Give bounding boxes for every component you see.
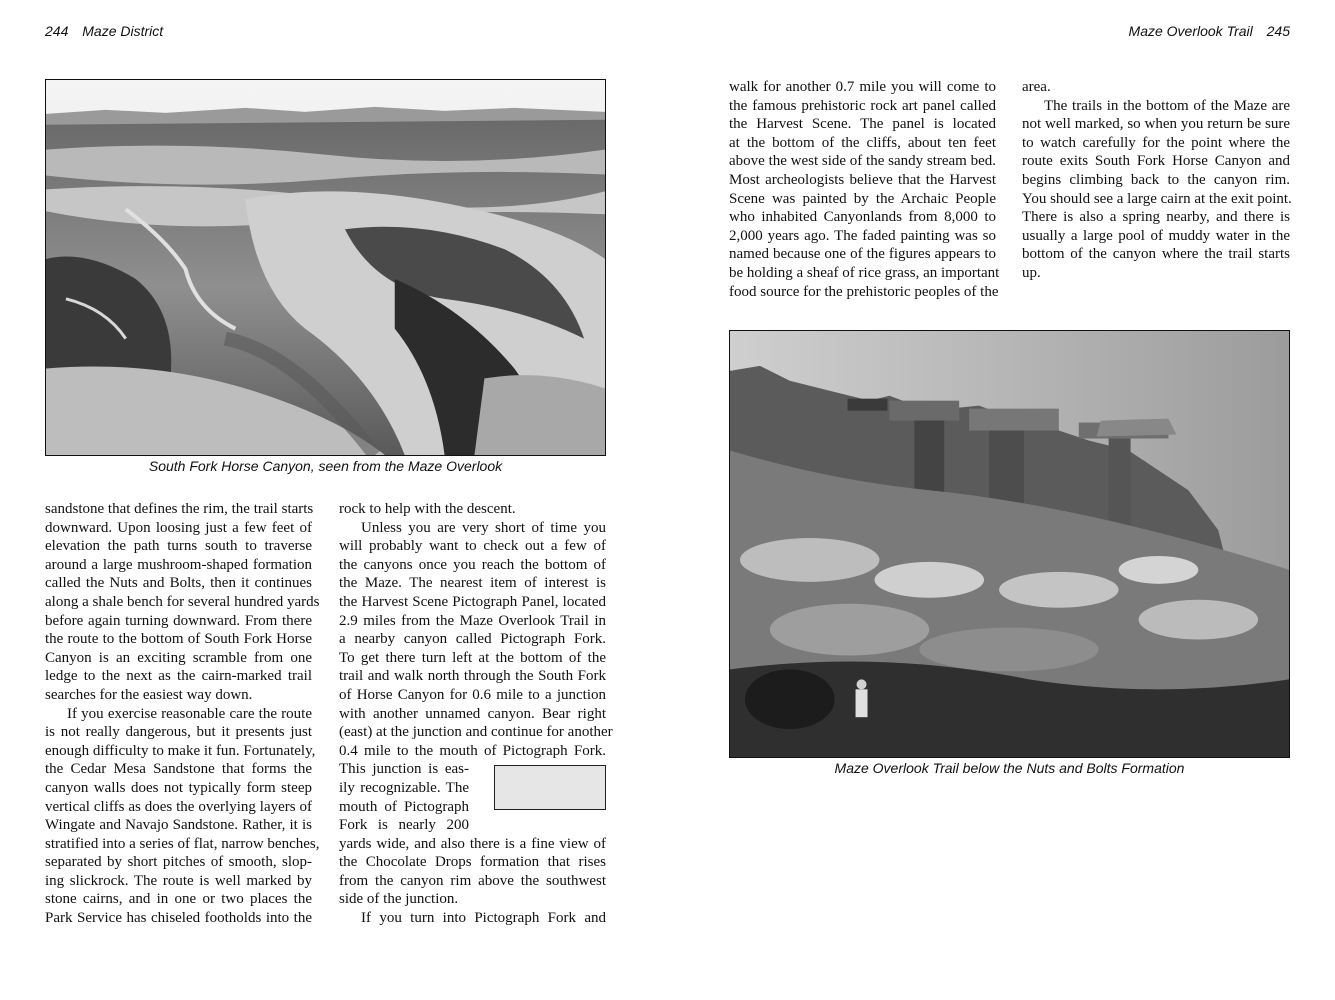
left-page-number: 244 <box>45 23 69 39</box>
text-line: not well marked, so when you return be sure <box>1022 116 1290 133</box>
text-line: bottom of the canyon where the trail starts <box>1022 246 1290 263</box>
text-line: separated by short pitches of smooth, slop- <box>45 854 312 871</box>
paragraph <box>339 519 613 761</box>
right-column-2 <box>1022 78 1290 283</box>
inset-box <box>494 765 606 810</box>
text-line: of Horse Canyon for 0.6 mile to a junction <box>339 686 606 703</box>
text-line: Park Service has chiseled footholds into the <box>45 910 312 927</box>
text-line: enough difficulty to make it fun. Fortunately, <box>45 742 316 759</box>
left-column-2 <box>339 500 613 928</box>
text-line: ing slickrock. The route is well marked by <box>45 872 312 889</box>
text-line: rock to help with the descent. <box>339 501 516 517</box>
paragraph <box>45 705 320 928</box>
text-line: around a large mushroom-shaped formation <box>45 556 312 573</box>
text-line: named because one of the figures appears to <box>729 246 996 263</box>
text-line: begins climbing back to the canyon rim. <box>1022 171 1290 188</box>
text-line: 2,000 years ago. The faded painting was so <box>729 227 996 244</box>
text-line: Fork is nearly 200 <box>339 817 469 834</box>
text-line: vertical cliffs as does the overlying layers of <box>45 798 312 815</box>
text-line: the Cedar Mesa Sandstone that forms the <box>45 761 312 778</box>
text-line: canyon walls does not typically form steep <box>45 779 312 796</box>
text-line: side of the junction. <box>339 891 459 908</box>
text-line: to watch carefully for the point where the <box>1022 134 1290 151</box>
text-line: stratified into a series of flat, narrow benches, <box>45 835 320 852</box>
paragraph <box>1022 97 1290 283</box>
text-line: the route to the bottom of South Fork Horse <box>45 631 312 648</box>
text-line: (east) at the junction and continue for another <box>339 724 613 741</box>
text-line: If you exercise reasonable care the route <box>67 705 312 722</box>
text-line: called the Nuts and Bolts, then it continues <box>45 575 312 592</box>
text-line: trail and walk north through the South Fork <box>339 668 606 685</box>
text-line: yards wide, and also there is a fine view of <box>339 835 606 852</box>
left-header-title: Maze District <box>82 23 164 39</box>
text-line: You should see a large cairn at the exit point. <box>1022 190 1292 207</box>
right-running-head <box>1129 23 1290 39</box>
text-line: stone cairns, and in one or two places the <box>45 891 312 908</box>
text-line: area. <box>1022 79 1051 95</box>
text-line: route exits South Fork Horse Canyon and <box>1022 153 1290 170</box>
text-line: from the canyon rim above the southwest <box>339 872 606 889</box>
text-line: the Harvest Scene Pictograph Panel, located <box>339 593 606 610</box>
text-line: mouth of Pictograph <box>339 798 469 815</box>
text-line: Most archeologists believe that the Harvest <box>729 171 996 188</box>
text-line: the canyons once you reach the bottom of <box>339 556 606 573</box>
text-line: who inhabited Canyonlands from 8,000 to <box>729 209 996 226</box>
text-line: Unless you are very short of time you <box>361 519 606 536</box>
text-line: above the west side of the sandy stream bed. <box>729 153 997 170</box>
text-line: with another unnamed canyon. Bear right <box>339 705 606 722</box>
text-line: the Harvest Scene. The panel is located <box>729 116 996 133</box>
left-column-1 <box>45 500 320 928</box>
text-line: Scene was painted by the Archaic People <box>729 190 996 207</box>
left-photo-caption: South Fork Horse Canyon, seen from the Maze Overlook <box>148 458 503 474</box>
text-line: walk for another 0.7 mile you will come to <box>729 79 996 95</box>
paragraph <box>339 909 606 928</box>
text-line: a nearby canyon called Pictograph Fork. <box>339 631 606 648</box>
text-line: If you turn into Pictograph Fork and <box>361 910 606 927</box>
text-line: elevation the path turns south to traverse <box>45 538 312 555</box>
text-line: ledge to the next as the cairn-marked trail <box>45 668 312 685</box>
paragraph <box>339 500 606 519</box>
text-line: food source for the prehistoric peoples of the <box>729 283 999 300</box>
right-header-title: Maze Overlook Trail <box>1128 23 1253 39</box>
text-line: up. <box>1022 264 1041 281</box>
paragraph <box>45 500 320 705</box>
text-line: To get there turn left at the bottom of the <box>339 649 606 666</box>
paragraph <box>1022 78 1290 97</box>
text-line: The trails in the bottom of the Maze are <box>1044 97 1290 114</box>
canyon-photo <box>45 79 606 456</box>
right-page-number: 245 <box>1266 23 1290 39</box>
text-line: sandstone that defines the rim, the trail starts <box>45 501 314 517</box>
rock-formation-photo <box>729 330 1290 758</box>
text-line: the Maze. The nearest item of interest is <box>339 575 606 592</box>
text-line: usually a large pool of muddy water in the <box>1022 227 1290 244</box>
text-line: Canyon is an exciting scramble from one <box>45 649 312 666</box>
text-line: searches for the easiest way down. <box>45 686 253 703</box>
text-line: Wingate and Navajo Sandstone. Rather, it is <box>45 817 312 834</box>
text-line: be holding a sheaf of rice grass, an important <box>729 264 1000 281</box>
text-line: at the bottom of the cliffs, about ten feet <box>729 134 996 151</box>
left-running-head <box>45 23 163 39</box>
right-column-1 <box>729 78 1000 301</box>
left-page <box>0 0 667 1000</box>
text-line: the famous prehistoric rock art panel called <box>729 97 996 114</box>
right-photo-caption: Maze Overlook Trail below the Nuts and Bolts Formation <box>834 760 1185 776</box>
text-line: before again turning downward. From there <box>45 612 312 629</box>
text-line: This junction is eas- <box>339 761 469 778</box>
text-line: There is also a spring nearby, and there is <box>1022 209 1290 226</box>
text-line: ily recognizable. The <box>339 779 469 796</box>
text-line: along a shale bench for several hundred yards <box>45 593 320 610</box>
right-page <box>667 0 1335 1000</box>
text-line: will probably want to check out a few of <box>339 538 606 555</box>
text-line: 0.4 mile to the mouth of Pictograph Fork. <box>339 742 606 759</box>
text-line: downward. Upon loosing just a few feet of <box>45 519 312 536</box>
text-line: 2.9 miles from the Maze Overlook Trail in <box>339 612 606 629</box>
text-line: is not really dangerous, but it presents just <box>45 724 312 741</box>
paragraph <box>729 78 1000 301</box>
text-line: the Chocolate Drops formation that rises <box>339 854 606 871</box>
